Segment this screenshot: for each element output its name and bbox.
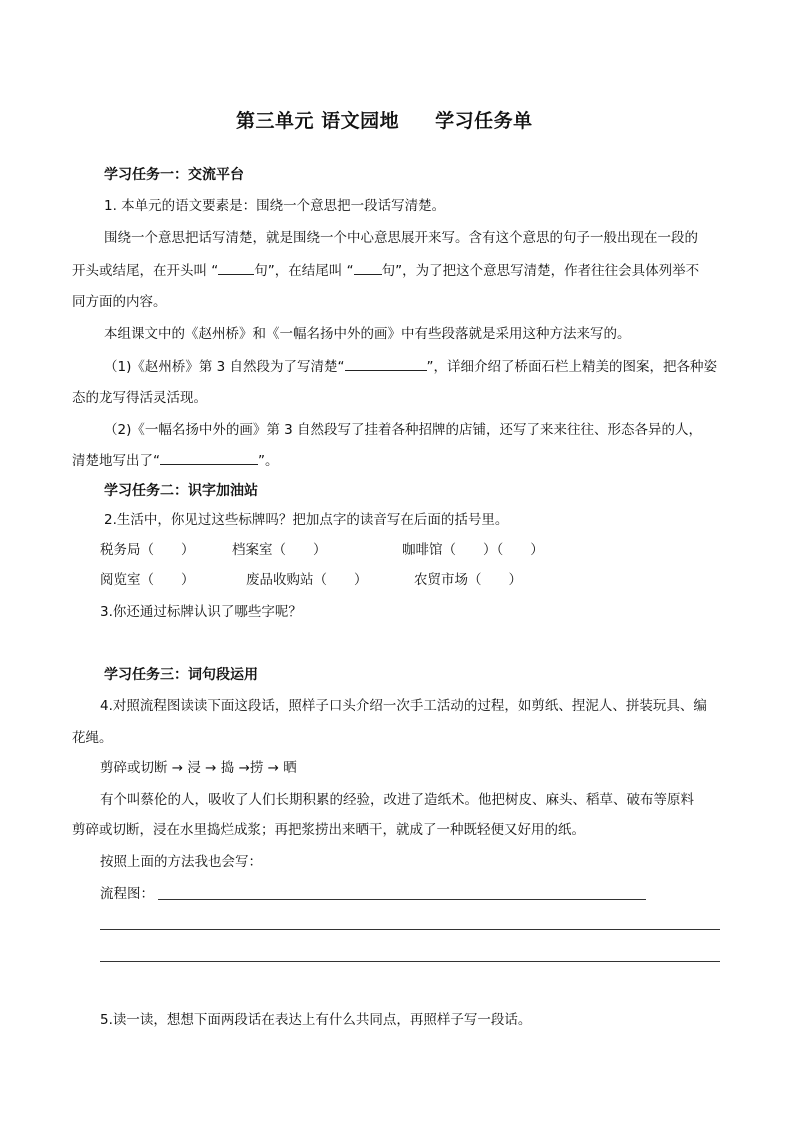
- title-unit: 第三单元 语文园地: [236, 110, 400, 132]
- task1-q2-line2: 清楚地写出了“ ”。: [72, 450, 279, 471]
- answer-line-2[interactable]: [100, 961, 720, 962]
- task1-para1-line3: 同方面的内容。: [72, 294, 167, 310]
- task3-para-line1: 有个叫蔡伦的人，吸收了人们长期积累的经验，改进了造纸术。他把树皮、麻头、稻草、破布等原料: [100, 792, 694, 808]
- answer-line-1[interactable]: [100, 929, 720, 930]
- task3-heading: 学习任务三：词句段运用: [104, 667, 258, 683]
- task1-q1-line2: 态的龙写得活灵活现。: [72, 390, 207, 406]
- sign-coffee-shop: 咖啡馆（ ）（ ）: [402, 542, 544, 558]
- task1-q1-line1: （1)《赵州桥》第 3 自然段为了写清楚“ ”，详细介绍了桥面石栏上精美的图案，把各种姿: [104, 356, 717, 377]
- page-title: [236, 106, 533, 133]
- task3-q4-line1: 4.对照流程图读读下面这段话，照样子口头介绍一次手工活动的过程，如剪纸、捏泥人、拼装玩具、编: [100, 698, 707, 714]
- sign-farmers-market: 农贸市场（ ）: [414, 572, 522, 588]
- task1-para1-line1: 围绕一个意思把话写清楚，就是围绕一个中心意思展开来写。含有这个意思的句子一般出现在一段的: [104, 230, 698, 246]
- task2-q2: 2.生活中，你见过这些标牌吗？把加点字的读音写在后面的括号里。: [104, 512, 509, 528]
- blank-opening-sentence[interactable]: [218, 260, 254, 275]
- blank-zhaozhou-bridge[interactable]: [345, 356, 427, 371]
- task1-para1-line2: 开头或结尾，在开头叫 “ 句”，在结尾叫 “ 句”，为了把这个意思写清楚，作者往往会具体列举不: [72, 260, 699, 281]
- sign-recycling-station: 废品收购站（ ）: [246, 572, 368, 588]
- task3-para-line2: 剪碎或切断，浸在水里捣烂成浆；再把浆捞出来晒干，就成了一种既轻便又好用的纸。: [72, 822, 585, 838]
- blank-closing-sentence[interactable]: [354, 260, 382, 275]
- task1-item1: 1. 本单元的语文要素是：围绕一个意思把一段话写清楚。: [104, 198, 446, 214]
- sign-archive-room: 档案室（ ）: [232, 542, 327, 558]
- task1-heading: 学习任务一：交流平台: [104, 167, 244, 183]
- task1-para2: 本组课文中的《赵州桥》和《一幅名扬中外的画》中有些段落就是采用这种方法来写的。: [104, 326, 631, 342]
- task2-heading: 学习任务二：识字加油站: [104, 483, 258, 499]
- title-worksheet: 学习任务单: [435, 110, 533, 132]
- task3-instruction: 按照上面的方法我也会写：: [100, 854, 262, 870]
- blank-famous-painting[interactable]: [160, 450, 258, 465]
- sign-reading-room: 阅览室（ ）: [100, 572, 195, 588]
- task1-q2-line1: （2)《一幅名扬中外的画》第 3 自然段写了挂着各种招牌的店铺，还写了来来往往、形态各异的人，: [104, 422, 703, 438]
- flow-chart-label: 流程图：: [100, 886, 154, 902]
- task3-q5: 5.读一读，想想下面两段话在表达上有什么共同点，再照样子写一段话。: [100, 1012, 532, 1028]
- flow-chart-answer-line[interactable]: [158, 899, 646, 900]
- flow-chart-example: 剪碎或切断 → 浸 → 捣 →捞 → 晒: [100, 760, 297, 776]
- sign-tax-bureau: 税务局（ ）: [100, 542, 195, 558]
- task2-q3: 3.你还通过标牌认识了哪些字呢？: [100, 604, 302, 620]
- task3-q4-line2: 花绳。: [72, 730, 113, 746]
